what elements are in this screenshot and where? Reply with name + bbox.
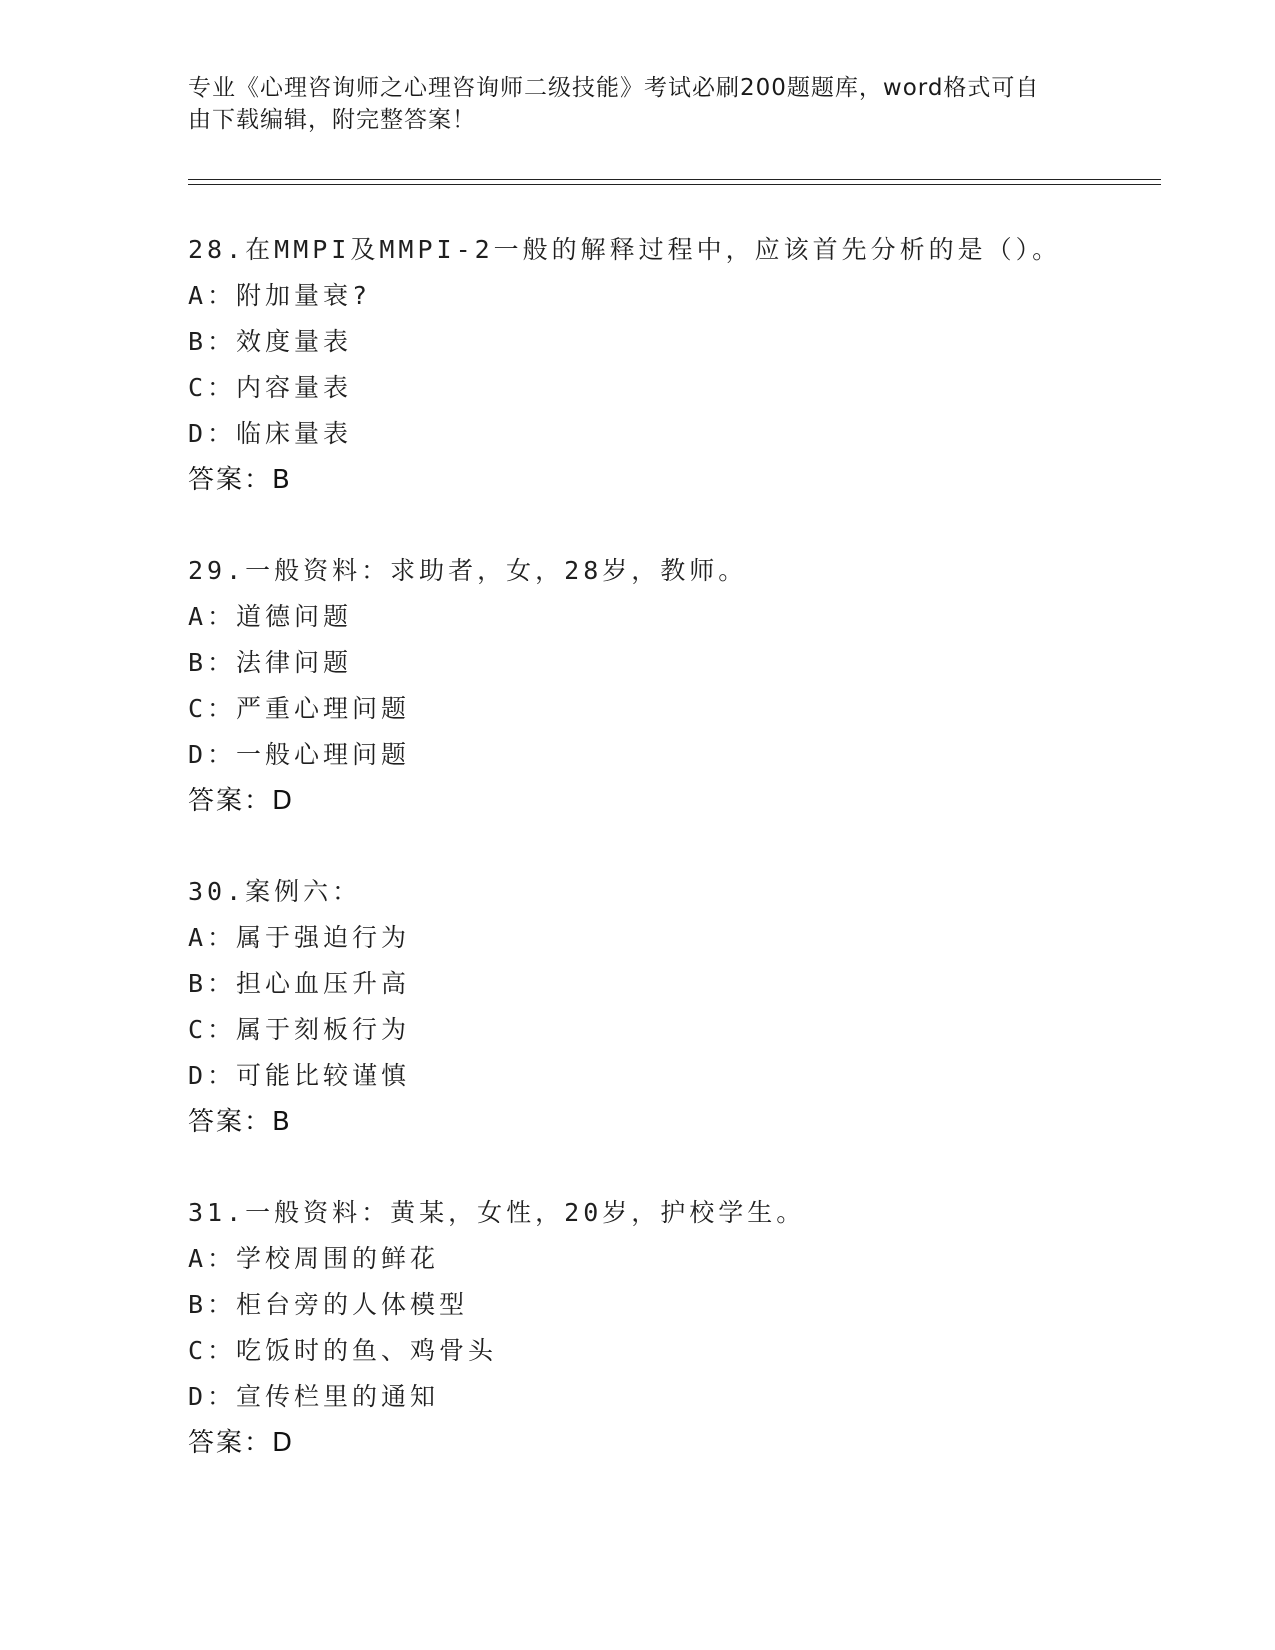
question-stem: 31.一般资料：黄某，女性，20岁，护校学生。 (188, 1198, 806, 1227)
option-b: B：效度量表 (188, 327, 353, 356)
header-line-1: 专业《心理咨询师之心理咨询师二级技能》考试必刷200题题库，word格式可自 (188, 75, 1040, 101)
option-a: A：学校周围的鲜花 (188, 1244, 440, 1273)
question-stem: 29.一般资料：求助者，女，28岁，教师。 (188, 556, 748, 585)
header-divider-top (188, 179, 1161, 180)
option-a: A：附加量衰? (188, 281, 372, 310)
option-c: C：吃饭时的鱼、鸡骨头 (188, 1336, 498, 1365)
answer-label: 答案：D (188, 786, 295, 816)
option-b: B：法律问题 (188, 648, 353, 677)
question-28 (188, 227, 1148, 503)
option-c: C：严重心理问题 (188, 694, 411, 723)
option-c: C：属于刻板行为 (188, 1015, 411, 1044)
option-d: D：宣传栏里的通知 (188, 1382, 440, 1411)
option-c: C：内容量表 (188, 373, 353, 402)
question-stem: 30.案例六： (188, 877, 362, 906)
header-divider-bottom (188, 184, 1161, 185)
option-a: A：属于强迫行为 (188, 923, 411, 952)
option-a: A：道德问题 (188, 602, 353, 631)
header-line-2: 由下载编辑，附完整答案！ (188, 107, 476, 133)
answer-label: 答案：B (188, 465, 292, 495)
document-header (188, 72, 1088, 136)
option-d: D：临床量表 (188, 419, 353, 448)
option-d: D：可能比较谨慎 (188, 1061, 411, 1090)
answer-label: 答案：B (188, 1107, 292, 1137)
question-30 (188, 869, 1148, 1145)
question-stem: 28.在MMPI及MMPI-2一般的解释过程中，应该首先分析的是（）。 (188, 235, 1062, 264)
option-d: D：一般心理问题 (188, 740, 411, 769)
question-31 (188, 1190, 1148, 1466)
question-29 (188, 548, 1148, 824)
option-b: B：担心血压升高 (188, 969, 411, 998)
option-b: B：柜台旁的人体模型 (188, 1290, 469, 1319)
answer-label: 答案：D (188, 1428, 295, 1458)
